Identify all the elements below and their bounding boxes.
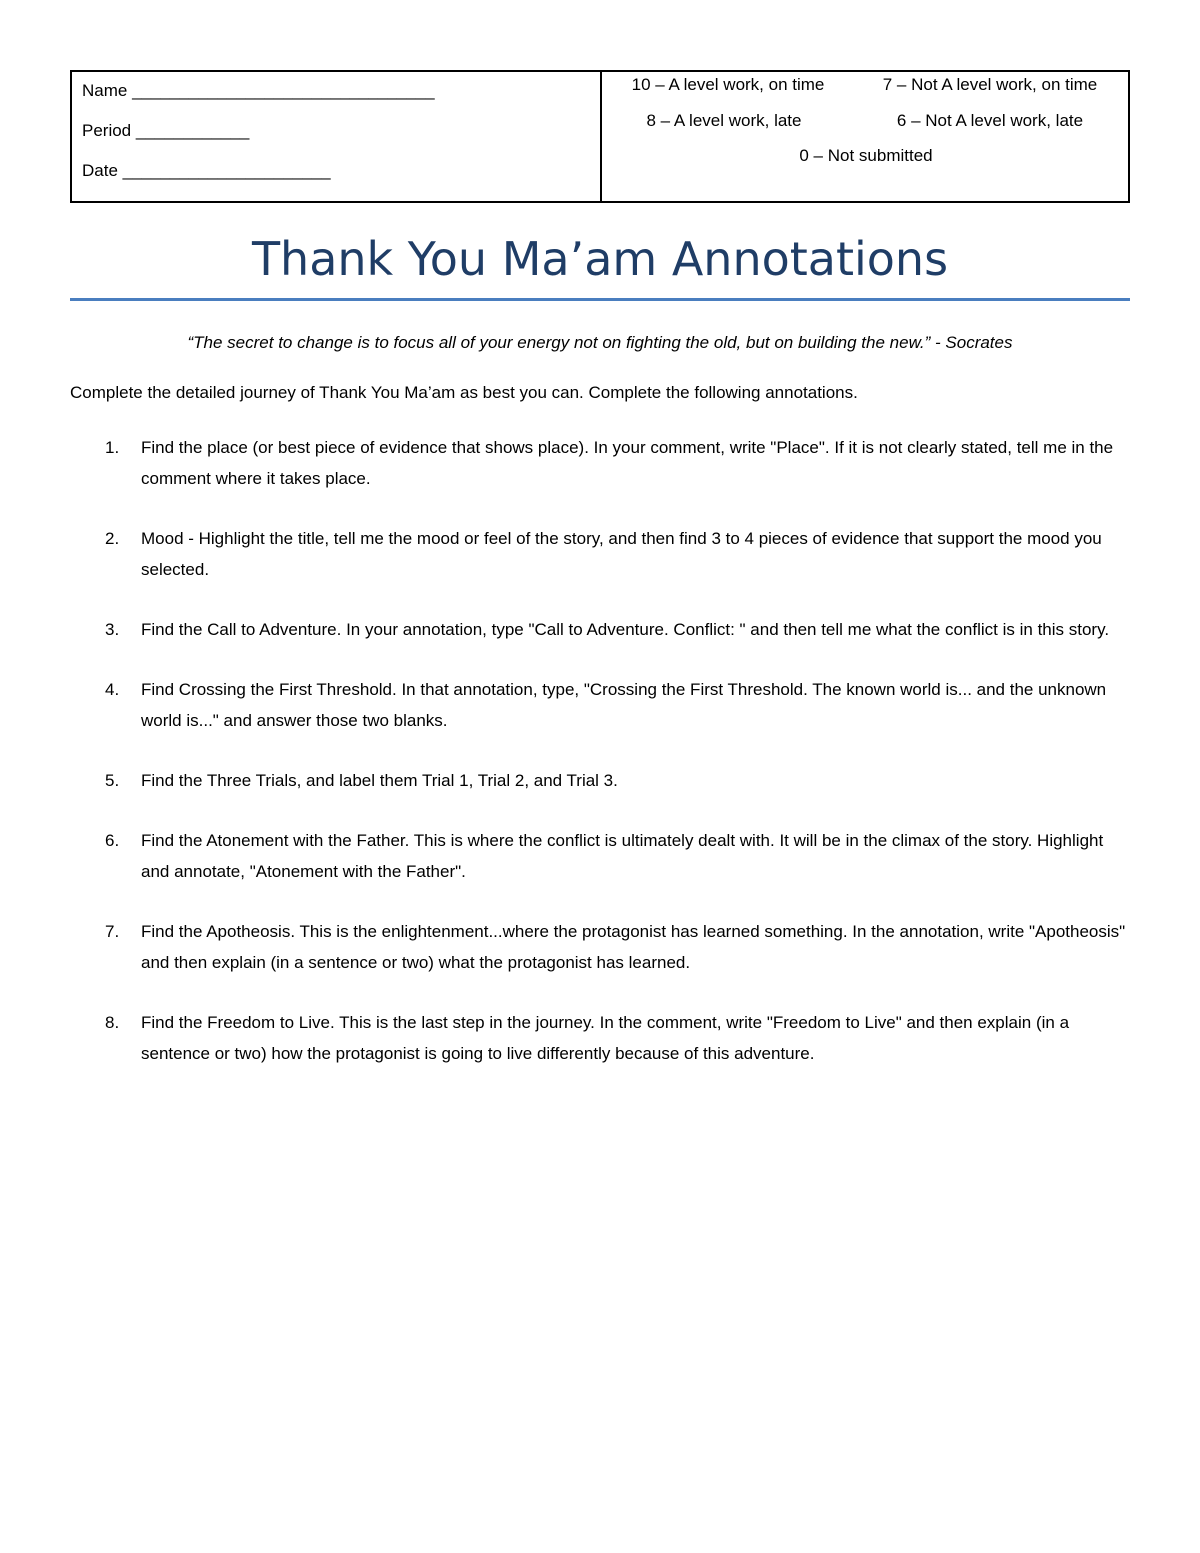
list-item [70, 614, 1130, 645]
step-text: Find the Apotheosis. This is the enlightenment...where the protagonist has learned something. In the annotation, write "Apotheosis" and then explain (in a sentence or two) what the protagonist has learned. [141, 922, 1126, 972]
list-item [70, 674, 1130, 736]
step-text: Find the Atonement with the Father. This is where the conflict is ultimately dealt with. It will be in the climax of the story. Highlight and annotate, "Atonement with the Father". [141, 831, 1104, 881]
list-item [70, 825, 1130, 887]
grading-scale-cell [602, 72, 1128, 201]
student-info-cell [72, 72, 602, 201]
step-text: Find the place (or best piece of evidence that shows place). In your comment, write "Place". If it is not clearly stated, tell me in the comment where it takes place. [141, 438, 1114, 488]
title-divider [70, 298, 1130, 301]
step-text: Find Crossing the First Threshold. In that annotation, type, "Crossing the First Threshold. The known world is... and the unknown world is..." and answer those two blanks. [141, 680, 1107, 730]
list-item [70, 765, 1130, 796]
step-number: 6. [105, 831, 120, 850]
period-field: Period ____________ [82, 121, 250, 140]
step-number: 1. [105, 438, 120, 457]
step-number: 2. [105, 529, 120, 548]
grade-not-submitted: 0 – Not submitted [799, 146, 933, 165]
instructions-intro: Complete the detailed journey of Thank You Ma’am as best you can. Complete the following annotations. [70, 383, 858, 402]
annotation-steps-list [70, 432, 1130, 1098]
grade-not-a-on-time: 7 – Not A level work, on time [882, 75, 1098, 94]
name-field: Name ________________________________ [82, 81, 435, 100]
step-number: 8. [105, 1013, 120, 1032]
step-text: Mood - Highlight the title, tell me the mood or feel of the story, and then find 3 to 4 pieces of evidence that support the mood you selected. [141, 529, 1102, 579]
list-item [70, 1007, 1130, 1069]
page-title: Thank You Ma’am Annotations [251, 232, 949, 286]
header-table [70, 70, 1130, 203]
grade-a-late: 8 – A level work, late [646, 111, 802, 130]
step-text: Find the Three Trials, and label them Trial 1, Trial 2, and Trial 3. [141, 771, 618, 790]
list-item [70, 523, 1130, 585]
step-number: 4. [105, 680, 120, 699]
date-field: Date ______________________ [82, 161, 331, 180]
step-number: 3. [105, 620, 120, 639]
step-number: 7. [105, 922, 120, 941]
socrates-quote: “The secret to change is to focus all of your energy not on fighting the old, but on building the new.” - Socrates [187, 333, 1013, 352]
grade-not-a-late: 6 – Not A level work, late [896, 111, 1084, 130]
grade-a-on-time: 10 – A level work, on time [631, 75, 825, 94]
list-item [70, 916, 1130, 978]
step-number: 5. [105, 771, 120, 790]
step-text: Find the Call to Adventure. In your annotation, type "Call to Adventure. Conflict: " and then tell me what the conflict is in this story. [141, 620, 1110, 639]
list-item [70, 432, 1130, 494]
step-text: Find the Freedom to Live. This is the last step in the journey. In the comment, write "Freedom to Live" and then explain (in a sentence or two) how the protagonist is going to live differently because of this adventure. [141, 1013, 1070, 1063]
